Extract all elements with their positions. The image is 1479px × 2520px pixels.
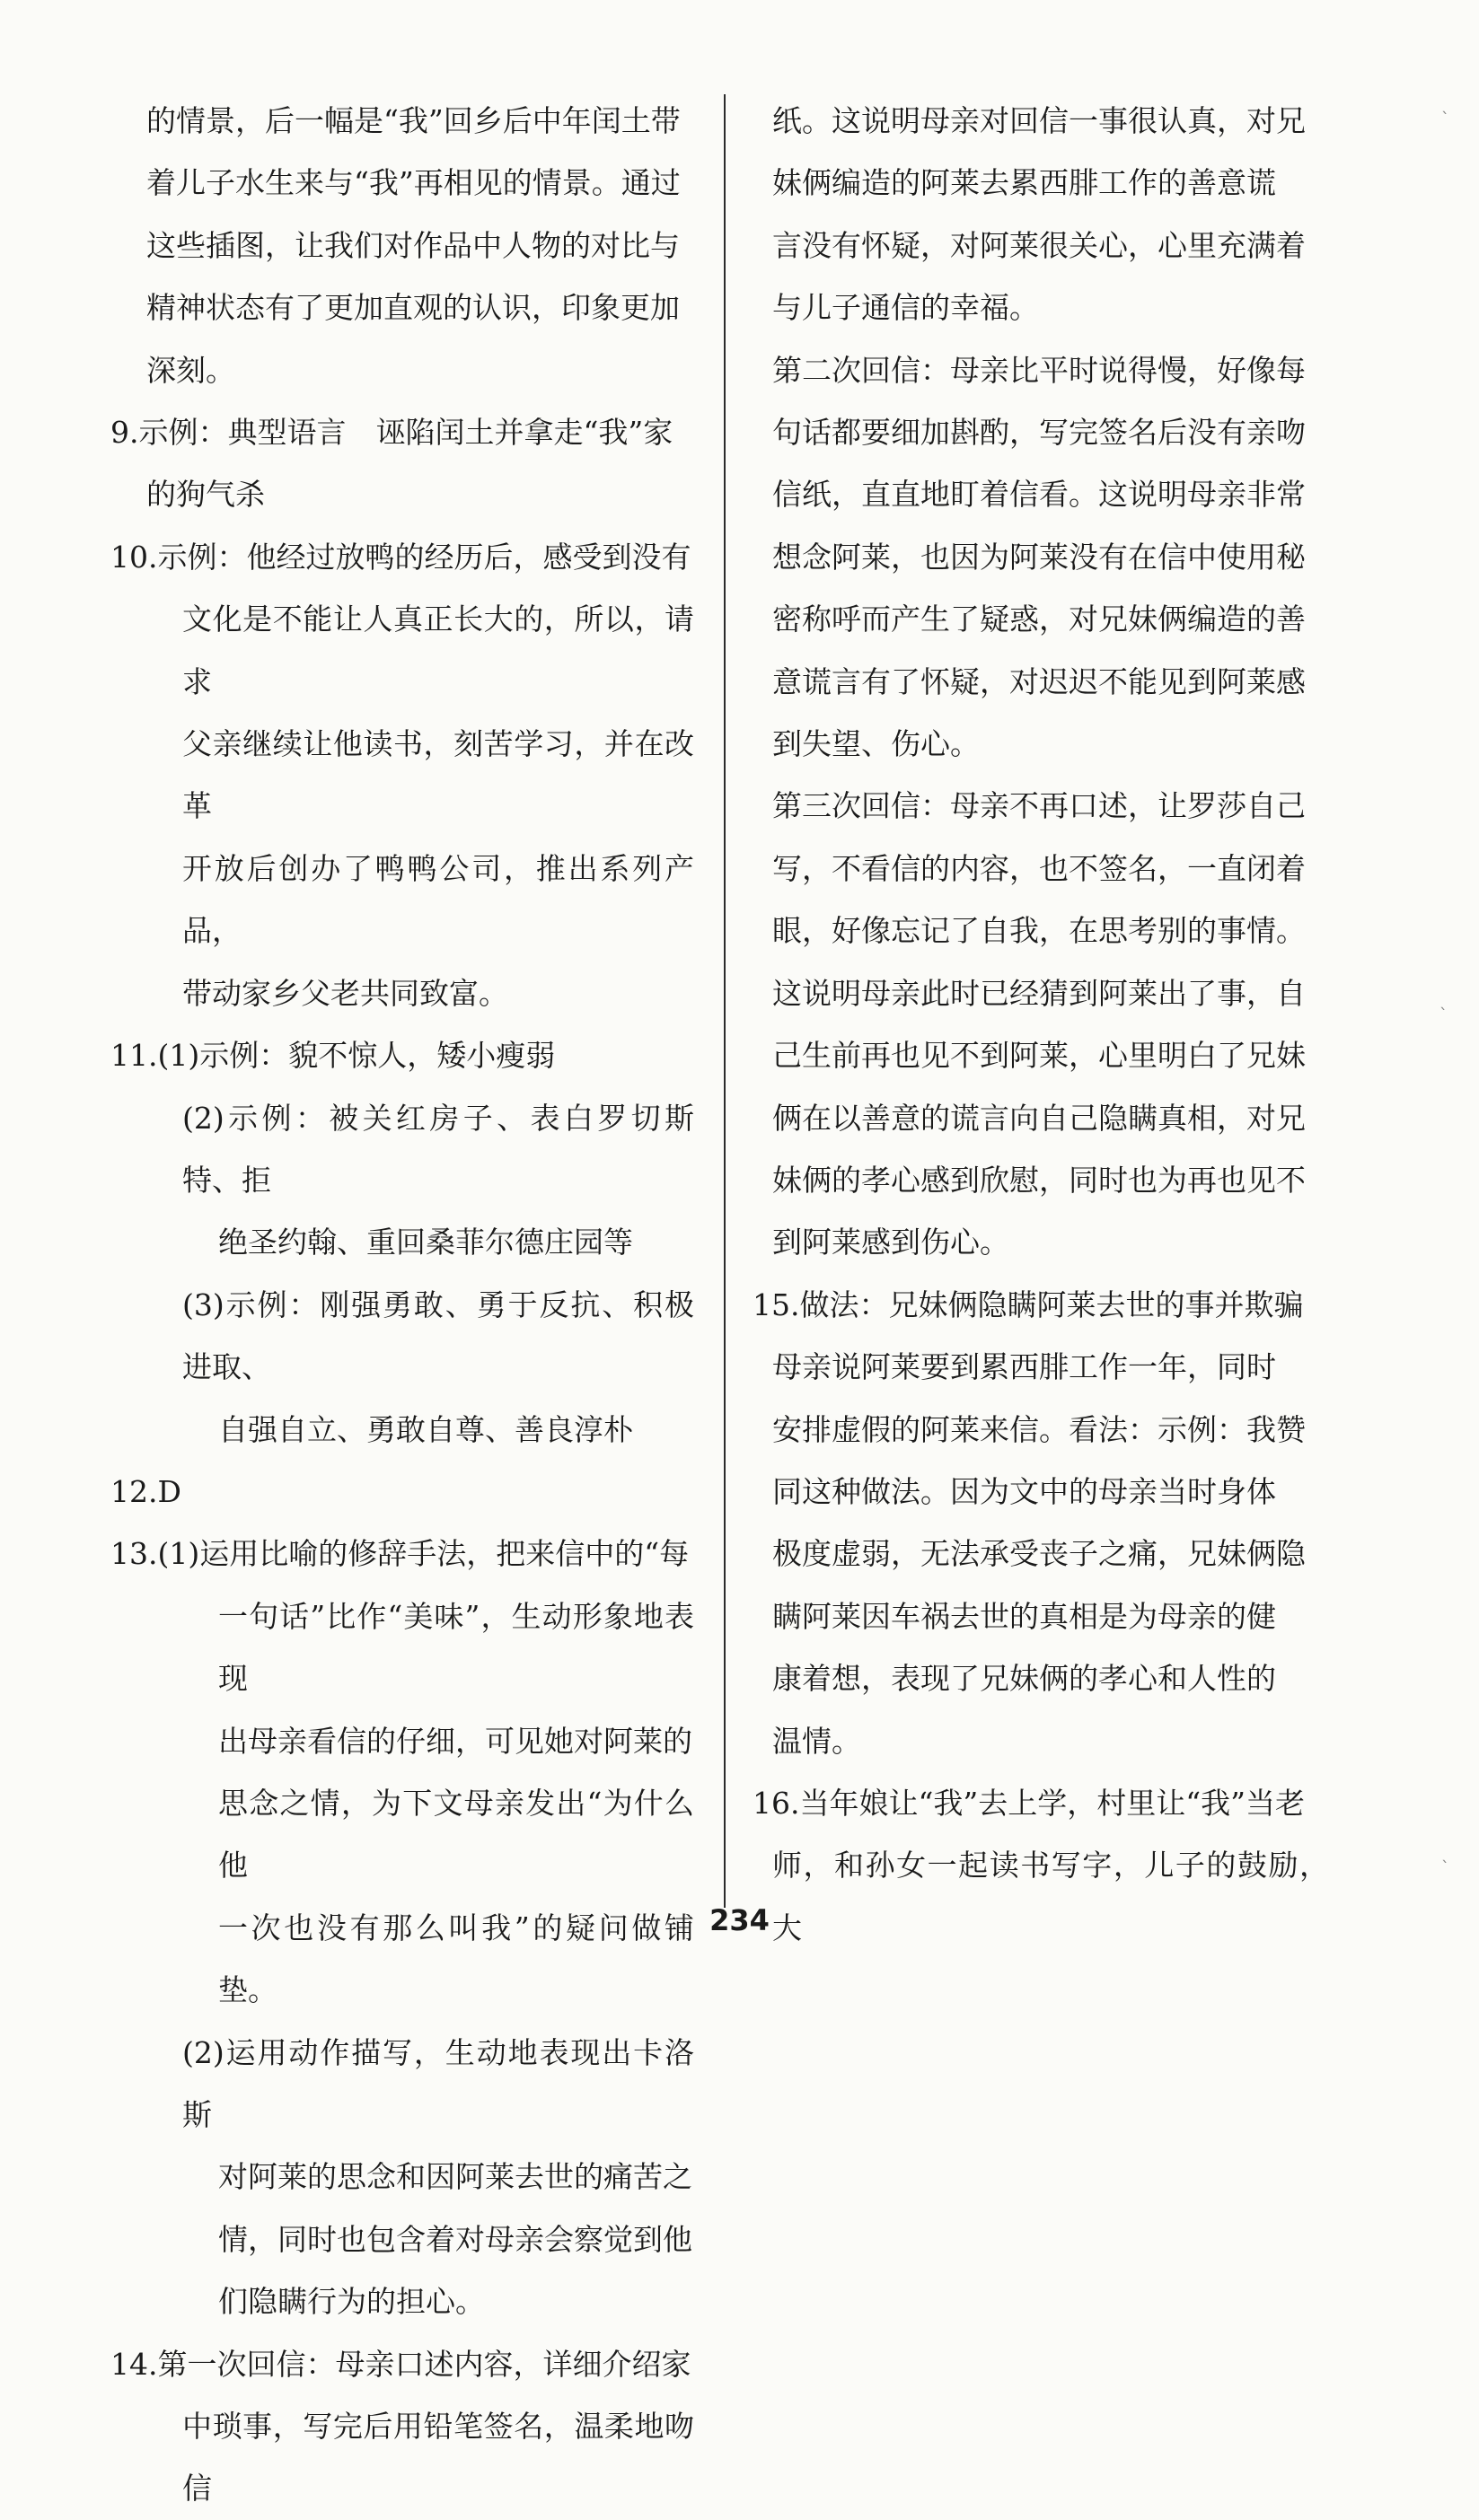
text-line: 到阿莱感到伤心。 [772, 1225, 1009, 1260]
text-line: 第三次回信：母亲不再口述，让罗莎自己 [772, 788, 1306, 824]
scan-speck: ` [1441, 1858, 1449, 1877]
text-line: 意谎言有了怀疑，对迟迟不能见到阿莱感 [772, 663, 1306, 699]
text-line: 到失望、伤心。 [772, 726, 980, 762]
text-line: (2)运用动作描写，生动地表现出卡洛斯 [182, 2034, 694, 2132]
text-line: 开放后创办了鸭鸭公司，推出系列产品， [182, 850, 694, 949]
text-line: 师，和孙女一起读书写字，儿子的鼓励，大 [772, 1848, 1329, 1945]
text-line: 与儿子通信的幸福。 [772, 290, 1039, 326]
text-line: 深刻。 [146, 352, 235, 388]
text-line: 极度虚弱，无法承受丧子之痛，兄妹俩隐 [772, 1536, 1306, 1572]
text-line: 16.当年娘让“我”去上学，村里让“我”当老 [753, 1785, 1305, 1821]
text-line: 12.D [110, 1473, 181, 1509]
text-line: 这些插图，让我们对作品中人物的对比与 [146, 227, 680, 263]
text-line: 写，不看信的内容，也不签名，一直闭着 [772, 850, 1306, 886]
text-line: 带动家乡父老共同致富。 [182, 975, 508, 1011]
text-line: 9.示例：典型语言 诬陷闰土并拿走“我”家 [110, 415, 673, 451]
text-line: 父亲继续让他读书，刻苦学习，并在改革 [182, 726, 694, 824]
text-line: 着儿子水生来与“我”再相见的情景。通过 [146, 165, 681, 201]
text-line: 康着想，表现了兄妹俩的孝心和人性的 [772, 1661, 1276, 1697]
text-line: 14.第一次回信：母亲口述内容，详细介绍家 [110, 2346, 691, 2382]
text-line: 11.(1)示例：貌不惊人，矮小瘦弱 [110, 1038, 556, 1074]
text-line: 思念之情，为下文母亲发出“为什么他 [218, 1785, 694, 1883]
text-line: 己生前再也见不到阿莱，心里明白了兄妹 [772, 1038, 1306, 1074]
text-line: 10.示例：他经过放鸭的经历后，感受到没有 [110, 539, 691, 575]
text-line: 句话都要细加斟酌，写完签名后没有亲吻 [772, 415, 1306, 451]
text-line: 想念阿莱，也因为阿莱没有在信中使用秘 [772, 539, 1306, 575]
scan-speck: ` [1441, 110, 1449, 128]
text-line: 的情景，后一幅是“我”回乡后中年闰土带 [146, 103, 681, 138]
text-line: 俩在以善意的谎言向自己隐瞒真相，对兄 [772, 1100, 1306, 1136]
text-line: 言没有怀疑，对阿莱很关心，心里充满着 [772, 227, 1306, 263]
text-line: 13.(1)运用比喻的修辞手法，把来信中的“每 [110, 1536, 690, 1572]
text-line: 自强自立、勇敢自尊、善良淳朴 [218, 1411, 633, 1447]
text-line: 温情。 [772, 1723, 861, 1759]
text-line: 妹俩编造的阿莱去累西腓工作的善意谎 [772, 165, 1276, 201]
text-line: 瞒阿莱因车祸去世的真相是为母亲的健 [772, 1598, 1276, 1634]
text-line: 妹俩的孝心感到欣慰，同时也为再也见不 [772, 1162, 1306, 1198]
text-line: 的狗气杀 [146, 477, 265, 513]
text-line: 第二次回信：母亲比平时说得慢，好像每 [772, 352, 1306, 388]
text-line: (3)示例：刚强勇敢、勇于反抗、积极进取、 [182, 1286, 694, 1385]
text-line: 纸。这说明母亲对回信一事很认真，对兄 [772, 103, 1306, 138]
text-line: 精神状态有了更加直观的认识，印象更加 [146, 290, 680, 326]
scan-speck: ` [1439, 1005, 1448, 1024]
text-line: 们隐瞒行为的担心。 [218, 2284, 485, 2320]
text-line: 一次也没有那么叫我”的疑问做铺垫。 [218, 1910, 694, 2008]
text-line: 中琐事，写完后用铅笔签名，温柔地吻信 [182, 2409, 694, 2507]
text-line: 密称呼而产生了疑惑，对兄妹俩编造的善 [772, 601, 1306, 637]
text-line: 15.做法：兄妹俩隐瞒阿莱去世的事并欺骗 [753, 1286, 1304, 1322]
text-line: (2)示例：被关红房子、表白罗切斯特、拒 [182, 1100, 694, 1198]
text-line: 安排虚假的阿莱来信。看法：示例：我赞 [772, 1411, 1306, 1447]
text-line: 信纸，直直地盯着信看。这说明母亲非常 [772, 477, 1306, 513]
right-column [753, 90, 1329, 1959]
text-line: 文化是不能让人真正长大的，所以，请求 [182, 601, 694, 699]
text-line: 对阿莱的思念和因阿莱去世的痛苦之 [218, 2159, 692, 2195]
text-line: 眼，好像忘记了自我，在思考别的事情。 [772, 913, 1306, 949]
text-line: 出母亲看信的仔细，可见她对阿莱的 [218, 1723, 692, 1759]
text-line: 母亲说阿莱要到累西腓工作一年，同时 [772, 1349, 1276, 1385]
text-line: 情，同时也包含着对母亲会察觉到他 [218, 2221, 692, 2257]
text-line: 同这种做法。因为文中的母亲当时身体 [772, 1473, 1276, 1509]
text-line: 绝圣约翰、重回桑菲尔德庄园等 [218, 1225, 633, 1260]
text-line: 这说明母亲此时已经猜到阿莱出了事，自 [772, 975, 1306, 1011]
page-number: 234 [709, 1903, 770, 1937]
column-divider [724, 94, 726, 1908]
text-line: 一句话”比作“美味”，生动形象地表现 [218, 1598, 694, 1697]
left-column [110, 90, 694, 2520]
